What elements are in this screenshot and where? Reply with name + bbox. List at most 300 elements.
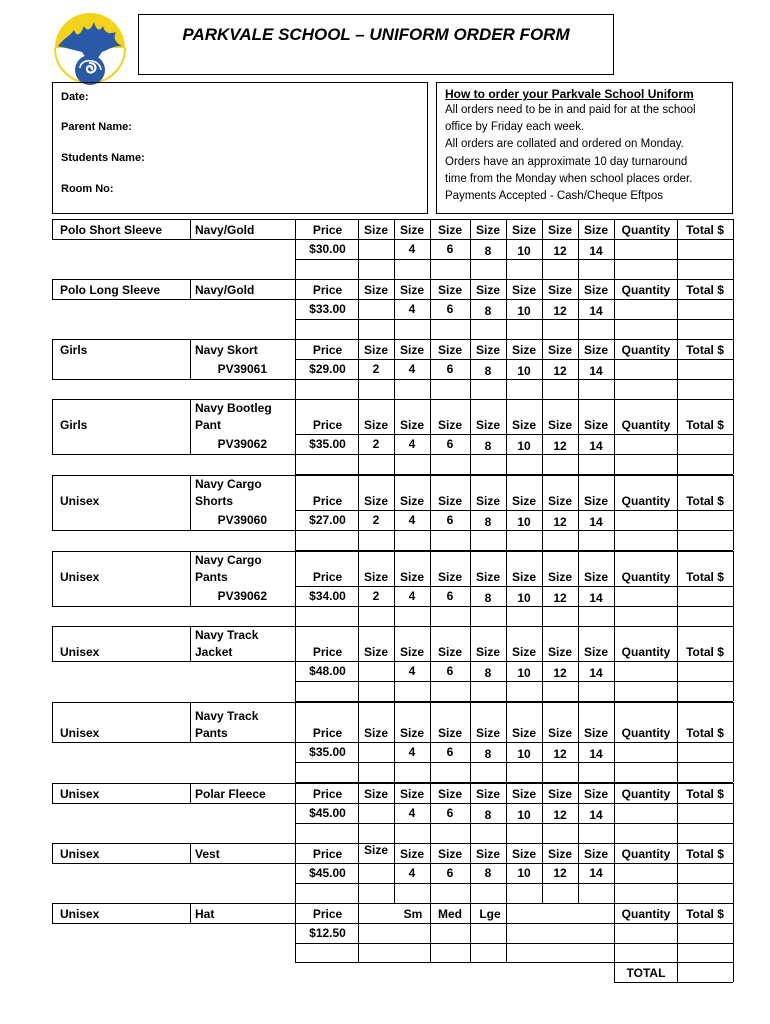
size-value: 8 (484, 666, 492, 680)
grid-col-line (614, 903, 615, 962)
size-value: 12 (553, 304, 567, 318)
size-value: 12 (553, 591, 567, 605)
grid-col-line (677, 279, 678, 339)
instruction-line: All orders are collated and ordered on Monday. (445, 138, 684, 151)
total-header: Total $ (686, 787, 724, 801)
grid-col-line (614, 702, 615, 782)
description-bottom-border (190, 530, 295, 531)
instruction-line: office by Friday each week. (445, 121, 585, 134)
size-header: Size (583, 570, 608, 584)
grid-col-line (542, 475, 543, 550)
size-header: Size (399, 343, 424, 357)
grid-col-line (614, 475, 615, 550)
size-value: 8 (484, 304, 492, 318)
category-divider (190, 702, 191, 742)
grand-total-label: TOTAL (626, 966, 666, 980)
price-row-border (295, 259, 733, 260)
size-value: 2 (372, 589, 380, 603)
instruction-line: All orders need to be in and paid for at the school (445, 104, 696, 116)
header-row-border (295, 661, 733, 662)
size-header: Size (363, 343, 388, 357)
row-top-border (52, 219, 295, 220)
size-header: Size (363, 283, 388, 297)
grid-col-line (430, 702, 431, 782)
size-value: 14 (589, 304, 603, 318)
size-value: 4 (408, 362, 416, 376)
size-header: Size (475, 570, 500, 584)
grid-col-line (733, 626, 734, 701)
size-header: Size (583, 343, 608, 357)
price-header: Price (312, 494, 343, 508)
size-value: 6 (446, 513, 454, 527)
category-left-border (52, 702, 53, 742)
size-header: Size (511, 787, 536, 801)
grid-top-border (295, 626, 733, 627)
price-value: $27.00 (309, 513, 346, 527)
category-divider (190, 903, 191, 923)
grid-col-line (677, 903, 678, 962)
size-value: 8 (484, 747, 492, 761)
size-header: Size (399, 570, 424, 584)
category-divider (190, 843, 191, 863)
category-bottom-border (52, 299, 190, 300)
grid-col-line (542, 702, 543, 782)
price-value: $48.00 (309, 664, 346, 678)
size-value: 10 (517, 439, 531, 453)
grid-col-line (578, 551, 579, 626)
size-header: Size (511, 418, 536, 432)
category-left-border (52, 475, 53, 530)
item-category: Girls (60, 343, 88, 357)
category-bottom-border (52, 863, 190, 864)
category-bottom-border (52, 923, 190, 924)
grid-col-line (506, 551, 507, 626)
grid-col-line (578, 475, 579, 550)
grid-col-line (614, 279, 615, 339)
price-header: Price (312, 343, 343, 357)
form-title: PARKVALE SCHOOL – UNIFORM ORDER FORM (182, 25, 570, 44)
item-category: Girls (60, 418, 88, 432)
category-bottom-border (52, 530, 190, 531)
grid-col-line (614, 551, 615, 626)
size-value: 4 (408, 745, 416, 759)
total-header: Total $ (686, 570, 724, 584)
size-header: Size (547, 847, 572, 861)
size-header: Size (399, 494, 424, 508)
item-description: Navy Bootleg (195, 400, 272, 415)
item-description: Vest (195, 847, 220, 861)
description-bottom-border (190, 239, 295, 240)
size-header: Size (583, 787, 608, 801)
price-header: Price (312, 570, 343, 584)
size-header: Size (511, 223, 536, 237)
size-header: Size (437, 847, 462, 861)
total-header: Total $ (686, 223, 724, 237)
size-value: 4 (408, 437, 416, 451)
size-header: Size (547, 283, 572, 297)
size-value: 10 (517, 666, 531, 680)
size-header: Size (547, 494, 572, 508)
description-bottom-border (190, 299, 295, 300)
total-box-top (614, 962, 733, 963)
grid-col-line (677, 843, 678, 903)
quantity-header: Quantity (621, 570, 671, 584)
size-header: Size (547, 787, 572, 801)
grid-top-border (295, 475, 733, 476)
header-row-border (295, 803, 733, 804)
category-divider (190, 219, 191, 239)
category-left-border (52, 399, 53, 454)
size-value: 4 (408, 513, 416, 527)
size-header: Size (583, 494, 608, 508)
size-value: Med (438, 907, 462, 921)
category-bottom-border (52, 606, 190, 607)
row-top-border (52, 903, 295, 904)
size-header: Size (437, 787, 462, 801)
item-code: PV39062 (217, 589, 267, 603)
description-bottom-border (190, 923, 295, 924)
grid-top-border (295, 279, 733, 280)
grid-col-line (358, 626, 359, 701)
size-value: 14 (589, 244, 603, 258)
size-header: Size (511, 847, 536, 861)
price-row-border (295, 379, 733, 380)
size-value: 10 (517, 304, 531, 318)
quantity-header: Quantity (621, 223, 671, 237)
size-header: Size (437, 418, 462, 432)
item-category: Unisex (60, 907, 100, 921)
size-value: 12 (553, 666, 567, 680)
price-header: Price (312, 223, 343, 237)
grid-col-line (578, 399, 579, 474)
item-code: PV39060 (217, 513, 267, 527)
price-value: $29.00 (309, 362, 346, 376)
item-category: Unisex (60, 494, 100, 508)
grid-col-line (677, 399, 678, 474)
category-divider (190, 783, 191, 803)
size-value: 8 (484, 591, 492, 605)
size-header: Size (547, 343, 572, 357)
size-header: Size (437, 223, 462, 237)
category-left-border (52, 339, 53, 379)
size-header: Size (511, 570, 536, 584)
grid-col-line (470, 626, 471, 701)
item-description: Navy Track (195, 708, 259, 723)
price-header: Price (312, 787, 343, 801)
size-value: 6 (446, 745, 454, 759)
row-top-border (52, 783, 295, 784)
size-header: Size (511, 645, 536, 659)
size-header: Size (511, 494, 536, 508)
size-value: 6 (446, 302, 454, 316)
grid-col-line (295, 279, 296, 339)
grid-col-line (506, 399, 507, 474)
size-value: 4 (408, 302, 416, 316)
total-box-right (733, 962, 734, 982)
size-header: Size (547, 645, 572, 659)
size-header: Size (399, 645, 424, 659)
grid-col-line (506, 702, 507, 782)
item-code: PV39061 (217, 362, 267, 376)
grid-col-line (295, 702, 296, 782)
size-header: Size (475, 726, 500, 740)
grid-col-line (733, 843, 734, 903)
total-header: Total $ (686, 726, 724, 740)
date-field[interactable]: Date: (61, 91, 89, 103)
grid-col-line (542, 626, 543, 701)
category-left-border (52, 219, 53, 239)
grid-col-line (295, 399, 296, 474)
grid-col-line (295, 551, 296, 626)
item-category: Polo Long Sleeve (60, 283, 161, 297)
category-divider (190, 339, 191, 379)
size-value: 12 (553, 439, 567, 453)
category-divider (190, 551, 191, 606)
price-value: $45.00 (309, 866, 346, 880)
category-left-border (52, 783, 53, 803)
category-divider (190, 399, 191, 454)
grid-col-line (677, 475, 678, 550)
total-header: Total $ (686, 645, 724, 659)
size-header: Size (511, 283, 536, 297)
category-bottom-border (52, 454, 190, 455)
size-value: 14 (589, 747, 603, 761)
grid-col-line (394, 702, 395, 782)
size-header: Size (583, 847, 608, 861)
size-header: Size (399, 787, 424, 801)
grid-col-line (733, 475, 734, 550)
category-bottom-border (52, 239, 190, 240)
size-value: 8 (484, 439, 492, 453)
size-value: 10 (517, 244, 531, 258)
grid-col-line (358, 903, 359, 962)
price-row-border (295, 319, 733, 320)
item-description: Navy Track (195, 627, 259, 642)
row-top-border (52, 339, 295, 340)
size-header: Size (583, 223, 608, 237)
grid-col-line (295, 843, 296, 903)
quantity-header: Quantity (621, 645, 671, 659)
price-row-border (295, 943, 733, 944)
size-value: 4 (408, 806, 416, 820)
size-header: Size (437, 570, 462, 584)
grid-col-line (470, 702, 471, 782)
size-header: Size (475, 494, 500, 508)
grid-top-border (295, 399, 733, 400)
grid-col-line (358, 702, 359, 782)
item-category: Unisex (60, 847, 100, 861)
grid-col-line (677, 551, 678, 626)
quantity-header: Quantity (621, 847, 671, 861)
grid-col-line (506, 475, 507, 550)
size-header: Size (437, 494, 462, 508)
header-row-border (295, 239, 733, 240)
size-header: Size (437, 343, 462, 357)
price-row-border (295, 681, 733, 682)
quantity-header: Quantity (621, 418, 671, 432)
total-box-divider (677, 962, 678, 982)
grid-top-border (295, 702, 733, 703)
size-value: 12 (553, 808, 567, 822)
header-row-border (295, 434, 733, 435)
row-top-border (52, 279, 295, 280)
total-header: Total $ (686, 494, 724, 508)
grid-col-line (295, 475, 296, 550)
total-header: Total $ (686, 847, 724, 861)
size-value: 6 (446, 664, 454, 678)
size-header: Size (547, 726, 572, 740)
size-value: 14 (589, 666, 603, 680)
price-row-border (295, 454, 733, 455)
grid-top-border (295, 783, 733, 784)
price-value: $35.00 (309, 745, 346, 759)
size-value: 14 (589, 866, 603, 880)
total-header: Total $ (686, 283, 724, 297)
size-value: 4 (408, 866, 416, 880)
size-value: 6 (446, 437, 454, 451)
size-value: Lge (479, 907, 501, 921)
price-header: Price (312, 847, 343, 861)
price-value: $12.50 (309, 926, 346, 940)
category-bottom-border (52, 661, 190, 662)
grid-col-line (295, 219, 296, 279)
grid-col-line (733, 702, 734, 782)
size-value: 2 (372, 362, 380, 376)
size-value: 6 (446, 362, 454, 376)
category-left-border (52, 903, 53, 923)
grid-col-line (677, 626, 678, 701)
row-top-border (52, 702, 295, 703)
category-bottom-border (52, 803, 190, 804)
size-header: Size (363, 787, 388, 801)
size-value: 10 (517, 866, 531, 880)
size-value: 12 (553, 747, 567, 761)
students-name-field[interactable]: Students Name: (61, 152, 145, 164)
header-row-border (295, 742, 733, 743)
size-header: Size (363, 570, 388, 584)
item-description: Hat (195, 907, 215, 921)
size-header: Size (583, 418, 608, 432)
description-bottom-border (190, 742, 295, 743)
size-value: 14 (589, 439, 603, 453)
total-box-bottom (614, 982, 733, 983)
grid-col-line (542, 551, 543, 626)
size-value: 4 (408, 589, 416, 603)
size-value: 10 (517, 364, 531, 378)
item-description: Jacket (195, 645, 233, 659)
grid-top-border (295, 219, 733, 220)
description-bottom-border (190, 606, 295, 607)
item-description: Pants (195, 726, 228, 740)
size-value: 12 (553, 364, 567, 378)
size-value: 6 (446, 806, 454, 820)
category-divider (190, 475, 191, 530)
size-header: Size (363, 843, 388, 857)
grid-col-line (733, 551, 734, 626)
size-value: 12 (553, 244, 567, 258)
size-header: Size (475, 787, 500, 801)
instruction-line: Orders have an approximate 10 day turnaround (445, 155, 688, 168)
size-header: Size (475, 847, 500, 861)
grid-col-line (677, 783, 678, 843)
grid-top-border (295, 339, 733, 340)
size-value: 10 (517, 591, 531, 605)
grid-col-line (614, 399, 615, 474)
grid-col-line (677, 219, 678, 279)
grid-top-border (295, 903, 733, 904)
category-left-border (52, 626, 53, 661)
size-value: 6 (446, 242, 454, 256)
size-value: 14 (589, 364, 603, 378)
grid-col-line (614, 339, 615, 399)
price-value: $34.00 (309, 589, 346, 603)
price-row-border (295, 823, 733, 824)
header-row-border (295, 359, 733, 360)
quantity-header: Quantity (621, 787, 671, 801)
item-description: Navy Cargo (195, 552, 262, 567)
grid-col-line (733, 903, 734, 962)
size-value: 14 (589, 591, 603, 605)
category-bottom-border (52, 379, 190, 380)
parent-name-field[interactable]: Parent Name: (61, 121, 132, 133)
price-row-border (295, 883, 733, 884)
size-value: Sm (403, 907, 423, 921)
size-header: Size (511, 343, 536, 357)
grid-col-line (506, 626, 507, 701)
grid-col-line (733, 399, 734, 474)
quantity-header: Quantity (621, 283, 671, 297)
quantity-header: Quantity (621, 907, 671, 921)
item-category: Unisex (60, 726, 100, 740)
price-header: Price (312, 283, 343, 297)
size-value: 2 (372, 513, 380, 527)
how-to-order-title: How to order your Parkvale School Uniform (445, 87, 694, 101)
size-value: 8 (484, 808, 492, 822)
size-value: 4 (408, 664, 416, 678)
item-category: Unisex (60, 787, 100, 801)
category-divider (190, 279, 191, 299)
header-row-border (295, 299, 733, 300)
grid-col-line (733, 219, 734, 279)
quantity-header: Quantity (621, 726, 671, 740)
size-header: Size (475, 418, 500, 432)
size-header: Size (437, 645, 462, 659)
price-header: Price (312, 907, 343, 921)
size-value: 6 (446, 589, 454, 603)
size-header: Size (399, 223, 424, 237)
size-header: Size (547, 418, 572, 432)
category-divider (190, 626, 191, 661)
price-value: $30.00 (309, 242, 346, 256)
grid-col-line (578, 626, 579, 701)
price-row-border (295, 530, 733, 531)
grid-col-line (733, 339, 734, 399)
grid-col-line (614, 783, 615, 843)
price-value: $33.00 (309, 302, 346, 316)
size-header: Size (437, 726, 462, 740)
room-no-field[interactable]: Room No: (61, 183, 114, 195)
grid-col-line (578, 702, 579, 782)
grid-col-line (542, 399, 543, 474)
grid-col-line (677, 339, 678, 399)
row-top-border (52, 626, 295, 627)
size-header: Size (583, 726, 608, 740)
row-top-border (52, 843, 295, 844)
size-header: Size (475, 283, 500, 297)
item-description: Shorts (195, 494, 234, 508)
grid-col-line (295, 903, 296, 962)
category-bottom-border (52, 742, 190, 743)
